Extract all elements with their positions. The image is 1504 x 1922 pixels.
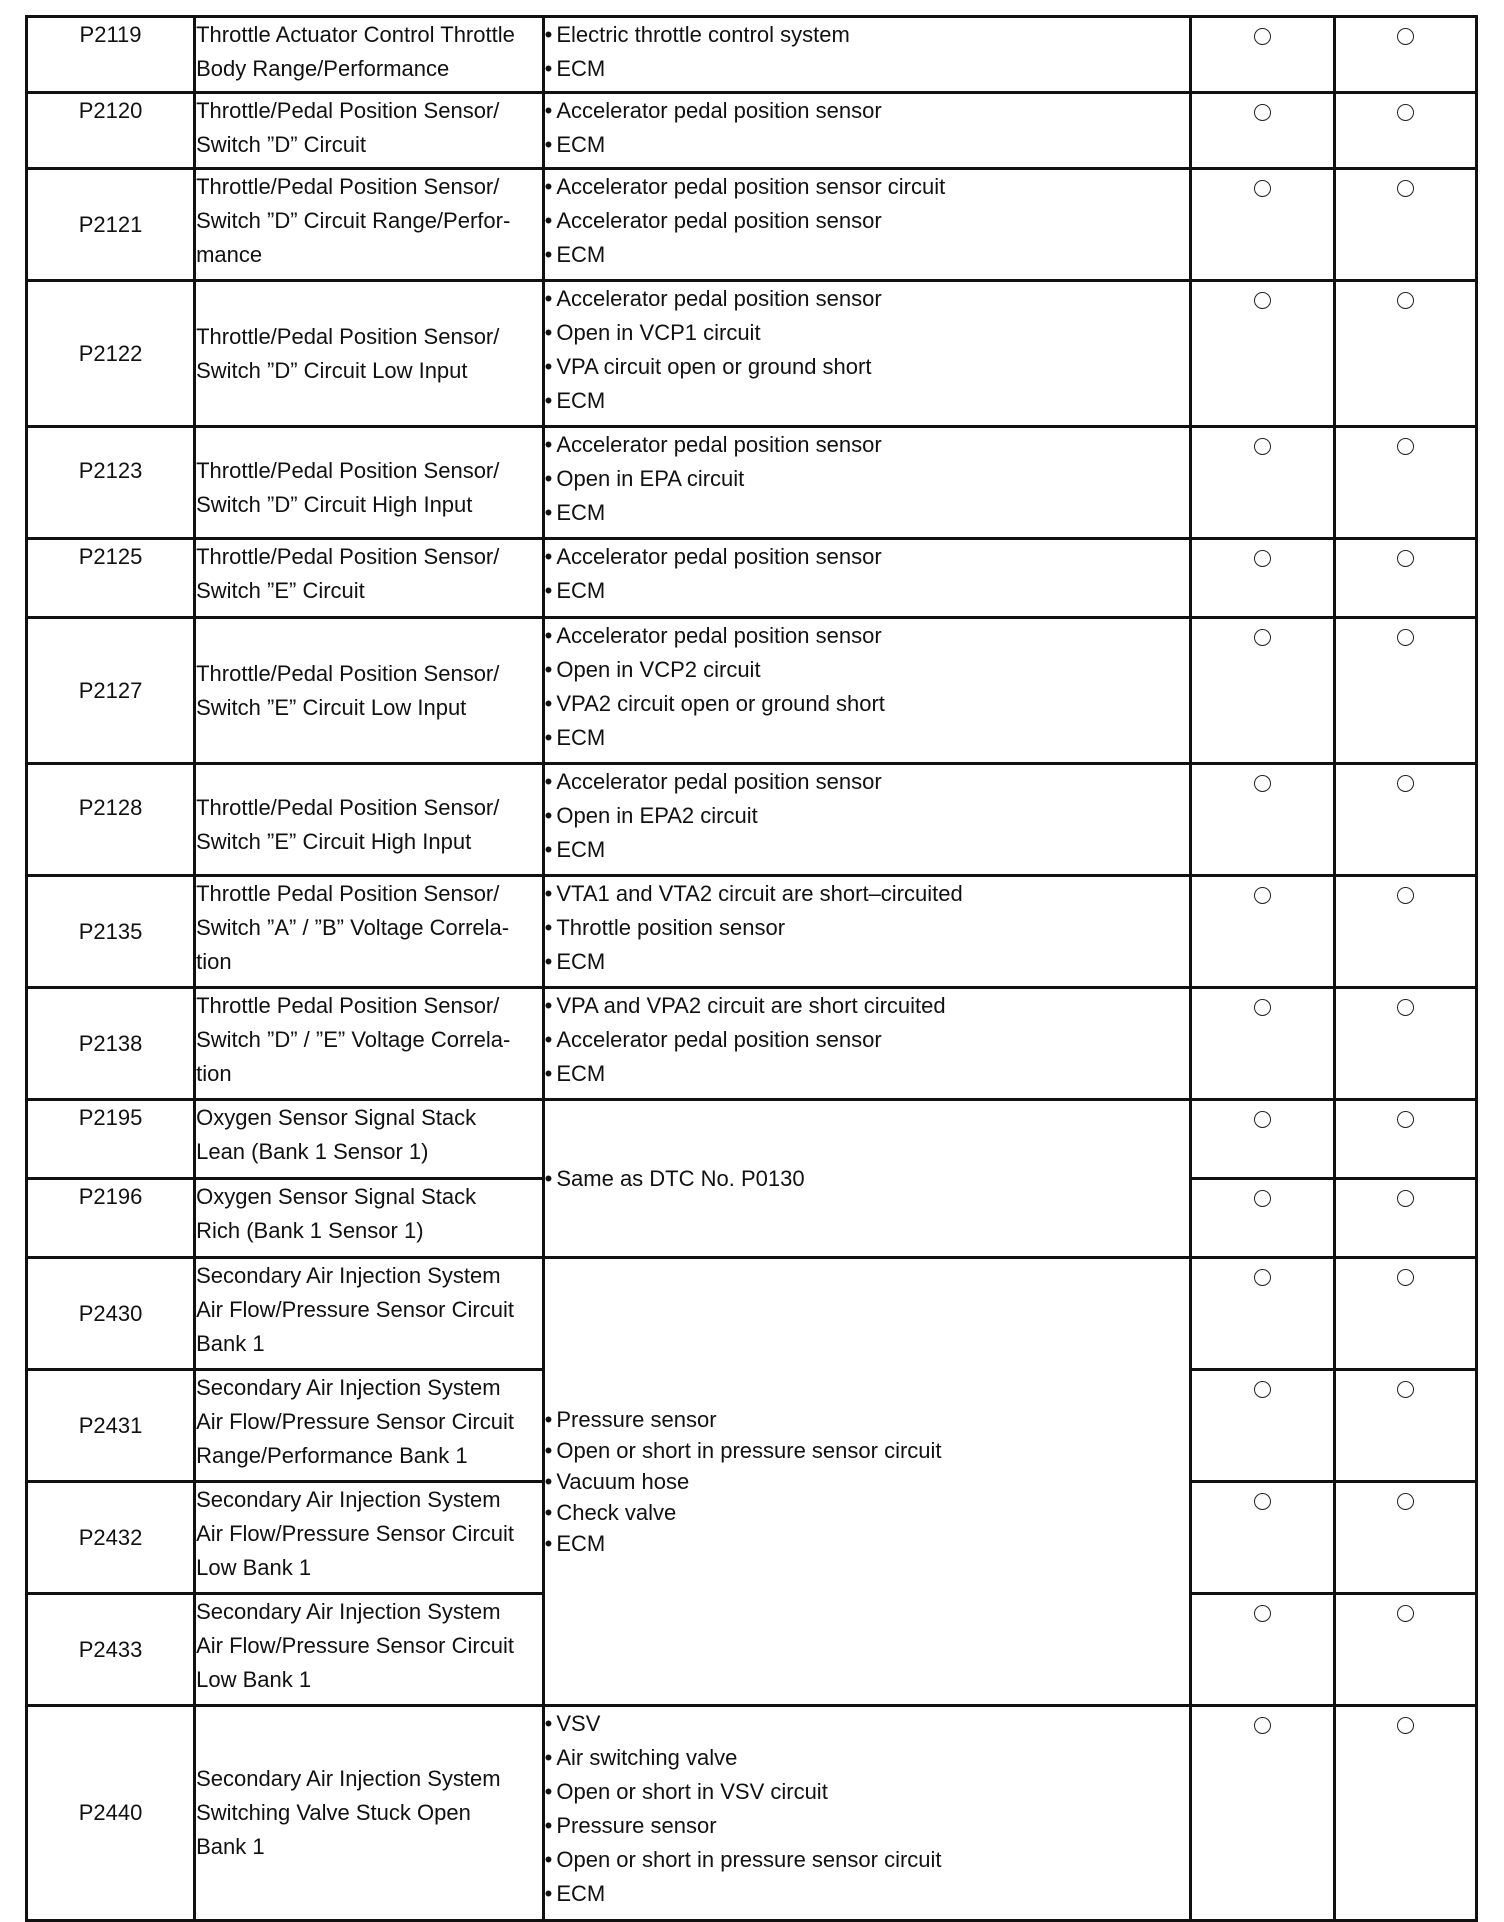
table-row [27, 427, 1477, 539]
mil-mark [1191, 1482, 1334, 1594]
table-row [27, 876, 1477, 988]
mil-mark [1191, 1706, 1334, 1921]
mil-mark [1191, 1100, 1334, 1179]
memory-mark [1334, 17, 1476, 93]
memory-mark [1334, 1370, 1476, 1482]
circle-icon [1254, 1111, 1271, 1128]
list-item: • Accelerator pedal position sensor [545, 282, 1190, 316]
memory-mark [1334, 1179, 1476, 1258]
circle-icon [1397, 104, 1414, 121]
dtc-code: P2125 [27, 539, 195, 618]
circle-icon [1397, 1381, 1414, 1398]
circle-icon [1254, 887, 1271, 904]
list-item: • Electric throttle control system [545, 18, 1190, 52]
table-row [27, 618, 1477, 764]
list-item: • Open in EPA circuit [545, 462, 1190, 496]
list-item: • ECM [545, 721, 1190, 755]
list-item: • Open or short in VSV circuit [545, 1775, 1190, 1809]
circle-icon [1254, 1190, 1271, 1207]
list-item: • Accelerator pedal position sensor [545, 204, 1190, 238]
detection-item: Oxygen Sensor Signal Stack Lean (Bank 1 Sensor 1) [195, 1100, 544, 1179]
memory-mark [1334, 876, 1476, 988]
table-row [27, 281, 1477, 427]
trouble-area [543, 1706, 1191, 1921]
circle-icon [1397, 1269, 1414, 1286]
circle-icon [1254, 999, 1271, 1016]
detection-item: Oxygen Sensor Signal Stack Rich (Bank 1 Sensor 1) [195, 1179, 544, 1258]
circle-icon [1254, 1381, 1271, 1398]
list-item: • ECM [545, 238, 1190, 272]
table-row [27, 1706, 1477, 1921]
memory-mark [1334, 1706, 1476, 1921]
circle-icon [1397, 1190, 1414, 1207]
circle-icon [1397, 1605, 1414, 1622]
circle-icon [1397, 887, 1414, 904]
table-row [27, 1258, 1477, 1370]
dtc-code: P2135 [27, 876, 195, 988]
detection-item: Throttle/Pedal Position Sensor/ Switch ”E” Circuit Low Input [195, 618, 544, 764]
memory-mark [1334, 618, 1476, 764]
mil-mark [1191, 1179, 1334, 1258]
dtc-code: P2440 [27, 1706, 195, 1921]
memory-mark [1334, 764, 1476, 876]
detection-item: Throttle/Pedal Position Sensor/ Switch ”E” Circuit [195, 539, 544, 618]
mil-mark [1191, 876, 1334, 988]
table-row [27, 17, 1477, 93]
list-item: • Accelerator pedal position sensor [545, 428, 1190, 462]
list-item: • ECM [545, 945, 1190, 979]
dtc-code: P2121 [27, 169, 195, 281]
list-item: • Open in EPA2 circuit [545, 799, 1190, 833]
list-item: • VPA and VPA2 circuit are short circuited [545, 989, 1190, 1023]
circle-icon [1397, 1493, 1414, 1510]
mil-mark [1191, 1370, 1334, 1482]
dtc-code: P2433 [27, 1594, 195, 1706]
mil-mark [1191, 427, 1334, 539]
dtc-code: P2123 [27, 427, 195, 539]
circle-icon [1254, 438, 1271, 455]
trouble-area [543, 1100, 1191, 1258]
detection-item: Secondary Air Injection System Air Flow/Pressure Sensor Circuit Low Bank 1 [195, 1482, 544, 1594]
list-item: • Vacuum hose [545, 1466, 1190, 1497]
memory-mark [1334, 427, 1476, 539]
memory-mark [1334, 169, 1476, 281]
memory-mark [1334, 1594, 1476, 1706]
mil-mark [1191, 1594, 1334, 1706]
list-item: • ECM [545, 384, 1190, 418]
trouble-area [543, 764, 1191, 876]
list-item: • Accelerator pedal position sensor circuit [545, 170, 1190, 204]
list-item: • Open or short in pressure sensor circuit [545, 1843, 1190, 1877]
circle-icon [1397, 629, 1414, 646]
memory-mark [1334, 1482, 1476, 1594]
list-item: • ECM [545, 574, 1190, 608]
list-item: • ECM [545, 52, 1190, 86]
detection-item: Throttle Pedal Position Sensor/ Switch ”D” / ”E” Voltage Correla- tion [195, 988, 544, 1100]
list-item: • Air switching valve [545, 1741, 1190, 1775]
circle-icon [1254, 292, 1271, 309]
list-item: • Accelerator pedal position sensor [545, 1023, 1190, 1057]
memory-mark [1334, 988, 1476, 1100]
list-item: • ECM [545, 1057, 1190, 1091]
table-row [27, 764, 1477, 876]
list-item: • Check valve [545, 1497, 1190, 1528]
trouble-area [543, 618, 1191, 764]
dtc-code: P2431 [27, 1370, 195, 1482]
list-item: • Open or short in pressure sensor circuit [545, 1435, 1190, 1466]
circle-icon [1397, 292, 1414, 309]
list-item: • Pressure sensor [545, 1404, 1190, 1435]
table-row [27, 539, 1477, 618]
list-item: • Pressure sensor [545, 1809, 1190, 1843]
trouble-area [543, 988, 1191, 1100]
circle-icon [1397, 775, 1414, 792]
list-item: • Open in VCP1 circuit [545, 316, 1190, 350]
mil-mark [1191, 539, 1334, 618]
circle-icon [1397, 999, 1414, 1016]
dtc-code: P2430 [27, 1258, 195, 1370]
circle-icon [1254, 775, 1271, 792]
memory-mark [1334, 93, 1476, 169]
list-item: • VPA2 circuit open or ground short [545, 687, 1190, 721]
circle-icon [1254, 1605, 1271, 1622]
circle-icon [1397, 550, 1414, 567]
mil-mark [1191, 281, 1334, 427]
dtc-table [25, 15, 1478, 1922]
mil-mark [1191, 1258, 1334, 1370]
circle-icon [1254, 1493, 1271, 1510]
detection-item: Throttle/Pedal Position Sensor/ Switch ”D” Circuit Low Input [195, 281, 544, 427]
detection-item: Secondary Air Injection System Air Flow/Pressure Sensor Circuit Bank 1 [195, 1258, 544, 1370]
trouble-area [543, 876, 1191, 988]
memory-mark [1334, 1100, 1476, 1179]
list-item: • VTA1 and VTA2 circuit are short–circuited [545, 877, 1190, 911]
mil-mark [1191, 169, 1334, 281]
detection-item: Throttle Pedal Position Sensor/ Switch ”A” / ”B” Voltage Correla- tion [195, 876, 544, 988]
dtc-code: P2127 [27, 618, 195, 764]
dtc-code: P2138 [27, 988, 195, 1100]
table-row [27, 93, 1477, 169]
list-item: • ECM [545, 833, 1190, 867]
trouble-area [543, 93, 1191, 169]
circle-icon [1397, 1111, 1414, 1128]
list-item: • ECM [545, 1877, 1190, 1911]
mil-mark [1191, 17, 1334, 93]
trouble-area [543, 427, 1191, 539]
memory-mark [1334, 281, 1476, 427]
circle-icon [1254, 28, 1271, 45]
detection-item: Secondary Air Injection System Switching Valve Stuck Open Bank 1 [195, 1706, 544, 1921]
dtc-code: P2120 [27, 93, 195, 169]
dtc-code: P2122 [27, 281, 195, 427]
table-row [27, 1100, 1477, 1179]
trouble-area [543, 281, 1191, 427]
dtc-code: P2119 [27, 17, 195, 93]
trouble-area [543, 169, 1191, 281]
detection-item: Throttle/Pedal Position Sensor/ Switch ”D” Circuit [195, 93, 544, 169]
table-row [27, 169, 1477, 281]
circle-icon [1397, 180, 1414, 197]
detection-item: Throttle Actuator Control Throttle Body Range/Performance [195, 17, 544, 93]
detection-item: Throttle/Pedal Position Sensor/ Switch ”D” Circuit Range/Perfor- mance [195, 169, 544, 281]
circle-icon [1397, 28, 1414, 45]
dtc-code: P2196 [27, 1179, 195, 1258]
trouble-area [543, 17, 1191, 93]
circle-icon [1254, 1269, 1271, 1286]
dtc-code: P2432 [27, 1482, 195, 1594]
list-item: • Accelerator pedal position sensor [545, 619, 1190, 653]
memory-mark [1334, 539, 1476, 618]
trouble-area [543, 1258, 1191, 1706]
table-row [27, 988, 1477, 1100]
list-item: • ECM [545, 1528, 1190, 1559]
list-item: • Same as DTC No. P0130 [545, 1162, 1190, 1196]
circle-icon [1397, 1717, 1414, 1734]
detection-item: Secondary Air Injection System Air Flow/Pressure Sensor Circuit Range/Performance Bank 1 [195, 1370, 544, 1482]
trouble-area [543, 539, 1191, 618]
dtc-code: P2128 [27, 764, 195, 876]
list-item: • Throttle position sensor [545, 911, 1190, 945]
detection-item: Throttle/Pedal Position Sensor/ Switch ”D” Circuit High Input [195, 427, 544, 539]
mil-mark [1191, 93, 1334, 169]
list-item: • VSV [545, 1707, 1190, 1741]
circle-icon [1397, 438, 1414, 455]
circle-icon [1254, 550, 1271, 567]
list-item: • Accelerator pedal position sensor [545, 540, 1190, 574]
list-item: • Accelerator pedal position sensor [545, 765, 1190, 799]
mil-mark [1191, 764, 1334, 876]
list-item: • ECM [545, 128, 1190, 162]
circle-icon [1254, 629, 1271, 646]
detection-item: Throttle/Pedal Position Sensor/ Switch ”E” Circuit High Input [195, 764, 544, 876]
circle-icon [1254, 1717, 1271, 1734]
mil-mark [1191, 988, 1334, 1100]
detection-item: Secondary Air Injection System Air Flow/Pressure Sensor Circuit Low Bank 1 [195, 1594, 544, 1706]
memory-mark [1334, 1258, 1476, 1370]
list-item: • ECM [545, 496, 1190, 530]
circle-icon [1254, 104, 1271, 121]
circle-icon [1254, 180, 1271, 197]
dtc-code: P2195 [27, 1100, 195, 1179]
mil-mark [1191, 618, 1334, 764]
list-item: • VPA circuit open or ground short [545, 350, 1190, 384]
list-item: • Open in VCP2 circuit [545, 653, 1190, 687]
list-item: • Accelerator pedal position sensor [545, 94, 1190, 128]
